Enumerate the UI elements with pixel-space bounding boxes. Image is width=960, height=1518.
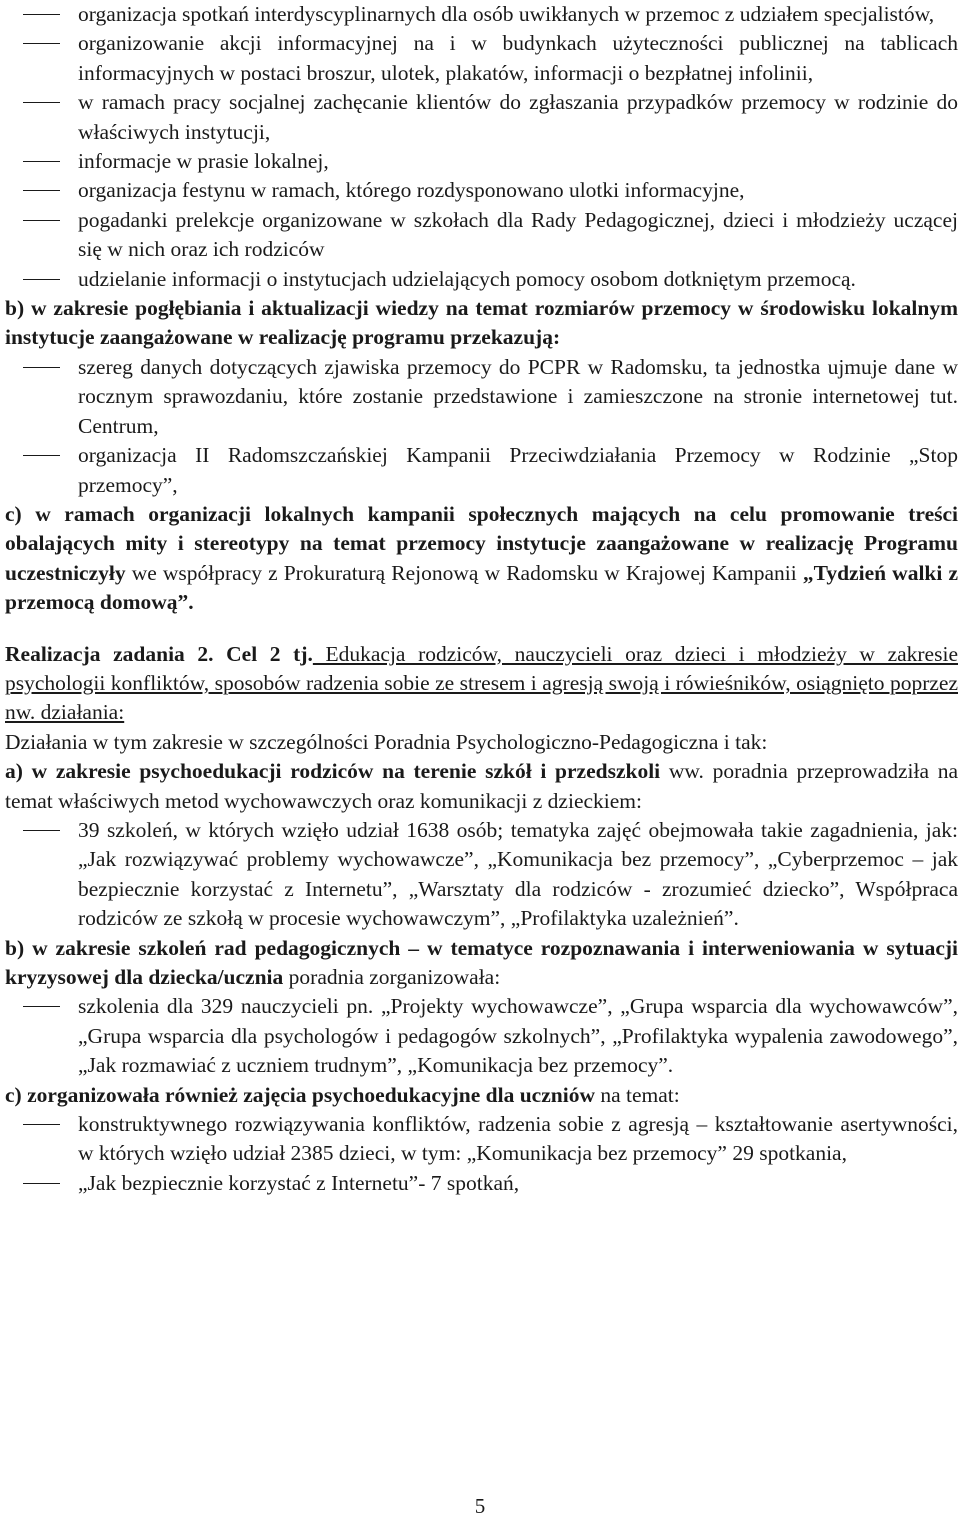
list-item: organizacja festynu w ramach, którego rozdysponowano ulotki informacyjne, xyxy=(5,176,958,205)
list-item: informacje w prasie lokalnej, xyxy=(5,147,958,176)
dash-bullet xyxy=(23,1124,60,1125)
dash-bullet xyxy=(23,190,60,191)
list-item: szereg danych dotyczących zjawiska przemocy do PCPR w Radomsku, ta jednostka ujmuje dane w rocznym sprawozdaniu, które zostanie przedstawione i zamieszczone na stronie internetowej tut. Centrum, xyxy=(5,353,958,441)
list-item: pogadanki prelekcje organizowane w szkołach dla Rady Pedagogicznej, dzieci i młodzieży uczącej się w nich oraz ich rodziców xyxy=(5,206,958,265)
student-classes-list xyxy=(5,1110,958,1198)
measures-list xyxy=(5,0,958,294)
dash-bullet xyxy=(23,102,60,103)
dash-bullet xyxy=(23,14,60,15)
list-item: organizowanie akcji informacyjnej na i w budynkach użyteczności publicznej na tablicach informacyjnych w postaci broszur, ulotek, plakatów, informacji o bezpłatnej infolinii, xyxy=(5,29,958,88)
dash-bullet xyxy=(23,455,60,456)
list-item: 39 szkoleń, w których wzięło udział 1638 osób; tematyka zajęć obejmowała takie zagadnienia, jak: „Jak rozwiązywać problemy wychowawcze”, „Komunikacja bez przemocy”, „Cyberprzemoc – jak bezpiecznie korzystać z Internetu”, „Warsztaty dla rodziców - zrozumieć dziecko”, Współpraca rodziców ze szkołą w procesie wychowawczym”, „Profilaktyka uzależnień”. xyxy=(5,816,958,934)
dash-bullet xyxy=(23,367,60,368)
dash-bullet xyxy=(23,1183,60,1184)
dash-bullet xyxy=(23,1006,60,1007)
data-list xyxy=(5,353,958,500)
task-2-intro: Działania w tym zakresie w szczególności Poradnia Psychologiczno-Pedagogiczna i tak: xyxy=(5,729,768,754)
list-item: udzielanie informacji o instytucjach udzielających pomocy osobom dotkniętym przemocą. xyxy=(5,265,958,294)
parent-training-list xyxy=(5,816,958,934)
list-item: organizacja II Radomszczańskiej Kampanii Przeciwdziałania Przemocy w Rodzinie „Stop przemocy”, xyxy=(5,441,958,500)
dash-bullet xyxy=(23,43,60,44)
section-b-heading: b) w zakresie pogłębiania i aktualizacji wiedzy na temat rozmiarów przemocy w środowisku lokalnym instytucje zaangażowane w realizację programu przekazują: xyxy=(5,296,958,350)
teacher-training-list xyxy=(5,992,958,1080)
list-item: w ramach pracy socjalnej zachęcanie klientów do zgłaszania przypadków przemocy w rodzinie do właściwych instytucji, xyxy=(5,88,958,147)
section-c2-paragraph: c) zorganizowała również zajęcia psychoedukacyjne dla uczniów na temat: xyxy=(5,1082,680,1107)
section-a-paragraph: a) w zakresie psychoedukacji rodziców na terenie szkół i przedszkoli ww. poradnia przeprowadziła na temat właściwych metod wychowawczych oraz komunikacji z dzieckiem: xyxy=(5,759,958,813)
spacer xyxy=(5,618,958,640)
list-item: organizacja spotkań interdyscyplinarnych dla osób uwikłanych w przemoc z udziałem specjalistów, xyxy=(5,0,958,29)
dash-bullet xyxy=(23,830,60,831)
section-b2-paragraph: b) w zakresie szkoleń rad pedagogicznych – w tematyce rozpoznawania i interweniowania w sytuacji kryzysowej dla dziecka/ucznia poradnia zorganizowała: xyxy=(5,935,958,989)
dash-bullet xyxy=(23,161,60,162)
dash-bullet xyxy=(23,279,60,280)
page-number: 5 xyxy=(474,1494,486,1518)
section-c-paragraph: c) w ramach organizacji lokalnych kampanii społecznych mających na celu promowanie treści obalających mity i stereotypy na temat przemocy instytucje zaangażowane w realizację Programu uczestniczyły we współpracy z Prokuraturą Rejonową w Radomsku w Krajowej Kampanii „Tydzień walki z przemocą domową”. xyxy=(5,501,958,615)
dash-bullet xyxy=(23,220,60,221)
task-2-heading: Realizacja zadania 2. Cel 2 tj. Edukacja rodziców, nauczycieli oraz dzieci i młodzieży w zakresie psychologii konfliktów, sposobów radzenia sobie ze stresem i agresją swoją i rówieśników, osiągnięto poprzez nw. działania: xyxy=(5,641,958,725)
list-item: „Jak bezpiecznie korzystać z Internetu”- 7 spotkań, xyxy=(5,1169,958,1198)
list-item: szkolenia dla 329 nauczycieli pn. „Projekty wychowawcze”, „Grupa wsparcia dla wychowawców”, „Grupa wsparcia dla psychologów i pedagogów szkolnych”, „Profilaktyka wypalenia zawodowego”, „Jak rozmawiać z uczniem trudnym”, „Komunikacja bez przemocy”. xyxy=(5,992,958,1080)
list-item: konstruktywnego rozwiązywania konfliktów, radzenia sobie z agresją – kształtowanie asertywności, w których wzięło udział 2385 dzieci, w tym: „Komunikacja bez przemocy” 29 spotkania, xyxy=(5,1110,958,1169)
document-page xyxy=(5,0,958,1198)
